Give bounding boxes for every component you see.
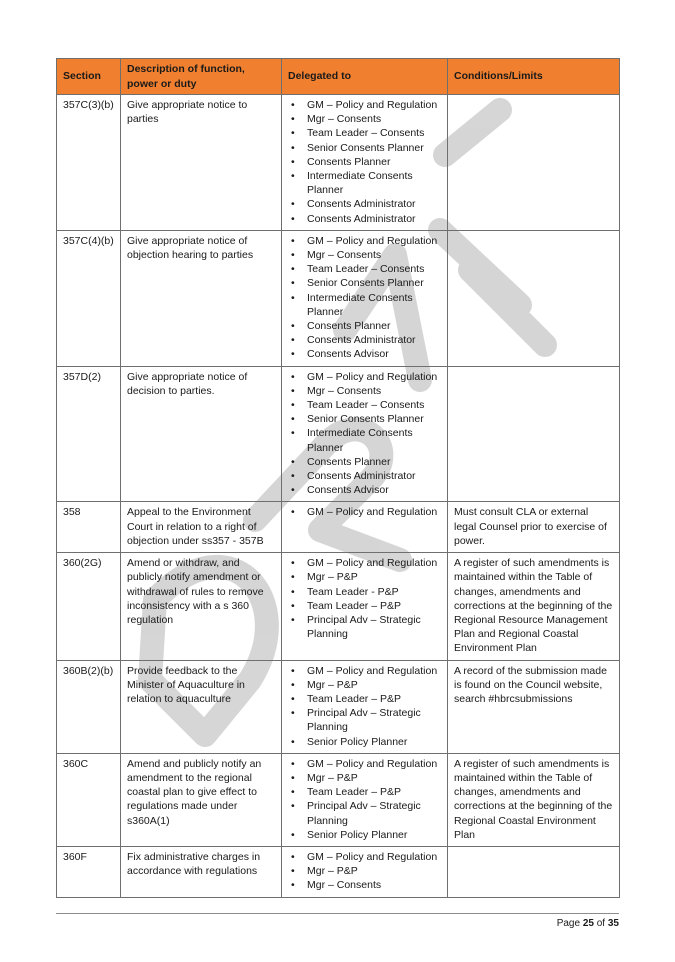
delegate-item: • Team Leader – P&P [299,692,441,706]
conditions-cell [448,366,620,502]
page-label: Page [556,918,581,929]
delegate-list [288,850,441,893]
delegate-item: • Team Leader - P&P [299,585,441,599]
delegated-to-cell [282,753,448,846]
description-cell: Appeal to the Environment Court in relation to a right of objection under ss357 - 357B [121,502,282,553]
delegate-list [288,234,441,362]
delegate-item: • Team Leader – P&P [299,785,441,799]
delegate-item: • Consents Administrator [299,333,441,347]
delegate-list [288,556,441,641]
header-description: Description of function, power or duty [121,59,282,95]
delegate-item: • Mgr – P&P [299,771,441,785]
delegate-item: • Mgr – Consents [299,878,441,892]
conditions-cell: A record of the submission made is found on the Council website, search #hbrcsubmissions [448,660,620,753]
description-cell: Fix administrative charges in accordance with regulations [121,846,282,897]
delegate-item: • Team Leader – Consents [299,262,441,276]
table-row [57,753,620,846]
delegate-item: • Mgr – Consents [299,384,441,398]
delegate-item: • Consents Administrator [299,469,441,483]
section-cell: 358 [57,502,121,553]
conditions-cell: A register of such amendments is maintained within the Table of changes, amendments and corrections at the beginning of the Regional Resource Management Plan and Regional Coastal Environment Plan [448,553,620,660]
delegated-to-cell [282,366,448,502]
delegate-list [288,505,441,519]
section-cell: 360(2G) [57,553,121,660]
section-cell: 360F [57,846,121,897]
delegate-list [288,664,441,749]
delegate-item: • GM – Policy and Regulation [299,370,441,384]
delegate-item: • Team Leader – Consents [299,126,441,140]
table-row [57,502,620,553]
delegated-to-cell [282,553,448,660]
section-cell: 360C [57,753,121,846]
page-footer [557,918,619,929]
of-label: of [596,918,606,929]
delegated-to-cell [282,95,448,231]
conditions-cell [448,230,620,366]
delegate-item: • Senior Policy Planner [299,828,441,842]
delegate-item: • GM – Policy and Regulation [299,234,441,248]
delegate-item: • Intermediate Consents Planner [299,426,441,454]
conditions-cell: Must consult CLA or external legal Counsel prior to exercise of power. [448,502,620,553]
delegate-item: • Team Leader – Consents [299,398,441,412]
delegate-item: • Mgr – P&P [299,864,441,878]
section-cell: 357C(4)(b) [57,230,121,366]
table-row [57,846,620,897]
table-row [57,95,620,231]
delegate-item: • Intermediate Consents Planner [299,291,441,319]
table-row [57,366,620,502]
delegate-list [288,370,441,498]
delegate-item: • Consents Planner [299,155,441,169]
footer-divider [56,913,619,914]
page-total: 35 [607,918,619,929]
description-cell: Provide feedback to the Minister of Aquaculture in relation to aquaculture [121,660,282,753]
delegate-item: • Consents Administrator [299,212,441,226]
delegated-to-cell [282,230,448,366]
header-conditions: Conditions/Limits [448,59,620,95]
delegate-item: • Principal Adv – Strategic Planning [299,613,441,641]
description-cell: Amend or withdraw, and publicly notify amendment or withdrawal of rules to remove inconsistency with a s 360 regulation [121,553,282,660]
delegate-item: • GM – Policy and Regulation [299,850,441,864]
table-row [57,553,620,660]
delegate-item: • Consents Planner [299,319,441,333]
table-row [57,230,620,366]
page-number: 25 [582,918,594,929]
conditions-cell: A register of such amendments is maintained within the Table of changes, amendments and corrections at the beginning of the Regional Coastal Environment Plan [448,753,620,846]
delegated-to-cell [282,660,448,753]
section-cell: 357D(2) [57,366,121,502]
delegate-item: • Mgr – P&P [299,678,441,692]
delegate-item: • Consents Administrator [299,197,441,211]
description-cell: Give appropriate notice of objection hearing to parties [121,230,282,366]
delegate-item: • GM – Policy and Regulation [299,664,441,678]
delegate-item: • GM – Policy and Regulation [299,505,441,519]
delegate-item: • Senior Policy Planner [299,735,441,749]
delegated-to-cell [282,502,448,553]
conditions-cell [448,95,620,231]
section-cell: 360B(2)(b) [57,660,121,753]
delegate-item: • Intermediate Consents Planner [299,169,441,197]
description-cell: Give appropriate notice to parties [121,95,282,231]
table-row [57,660,620,753]
delegate-item: • GM – Policy and Regulation [299,556,441,570]
table-header-row [57,59,620,95]
delegate-item: • GM – Policy and Regulation [299,757,441,771]
delegate-item: • Consents Planner [299,455,441,469]
delegations-table [56,58,620,898]
description-cell: Amend and publicly notify an amendment to the regional coastal plan to give effect to regulations made under s360A(1) [121,753,282,846]
delegate-item: • Mgr – P&P [299,570,441,584]
delegated-to-cell [282,846,448,897]
conditions-cell [448,846,620,897]
description-cell: Give appropriate notice of decision to parties. [121,366,282,502]
header-section: Section [57,59,121,95]
delegate-item: • Consents Advisor [299,347,441,361]
delegate-item: • Senior Consents Planner [299,276,441,290]
delegate-list [288,98,441,226]
delegate-item: • Principal Adv – Strategic Planning [299,799,441,827]
delegate-item: • Mgr – Consents [299,112,441,126]
delegate-item: • GM – Policy and Regulation [299,98,441,112]
section-cell: 357C(3)(b) [57,95,121,231]
delegate-item: • Principal Adv – Strategic Planning [299,706,441,734]
delegate-item: • Senior Consents Planner [299,141,441,155]
delegate-item: • Consents Advisor [299,483,441,497]
delegate-list [288,757,441,842]
header-delegated-to: Delegated to [282,59,448,95]
delegate-item: • Senior Consents Planner [299,412,441,426]
delegate-item: • Mgr – Consents [299,248,441,262]
delegate-item: • Team Leader – P&P [299,599,441,613]
